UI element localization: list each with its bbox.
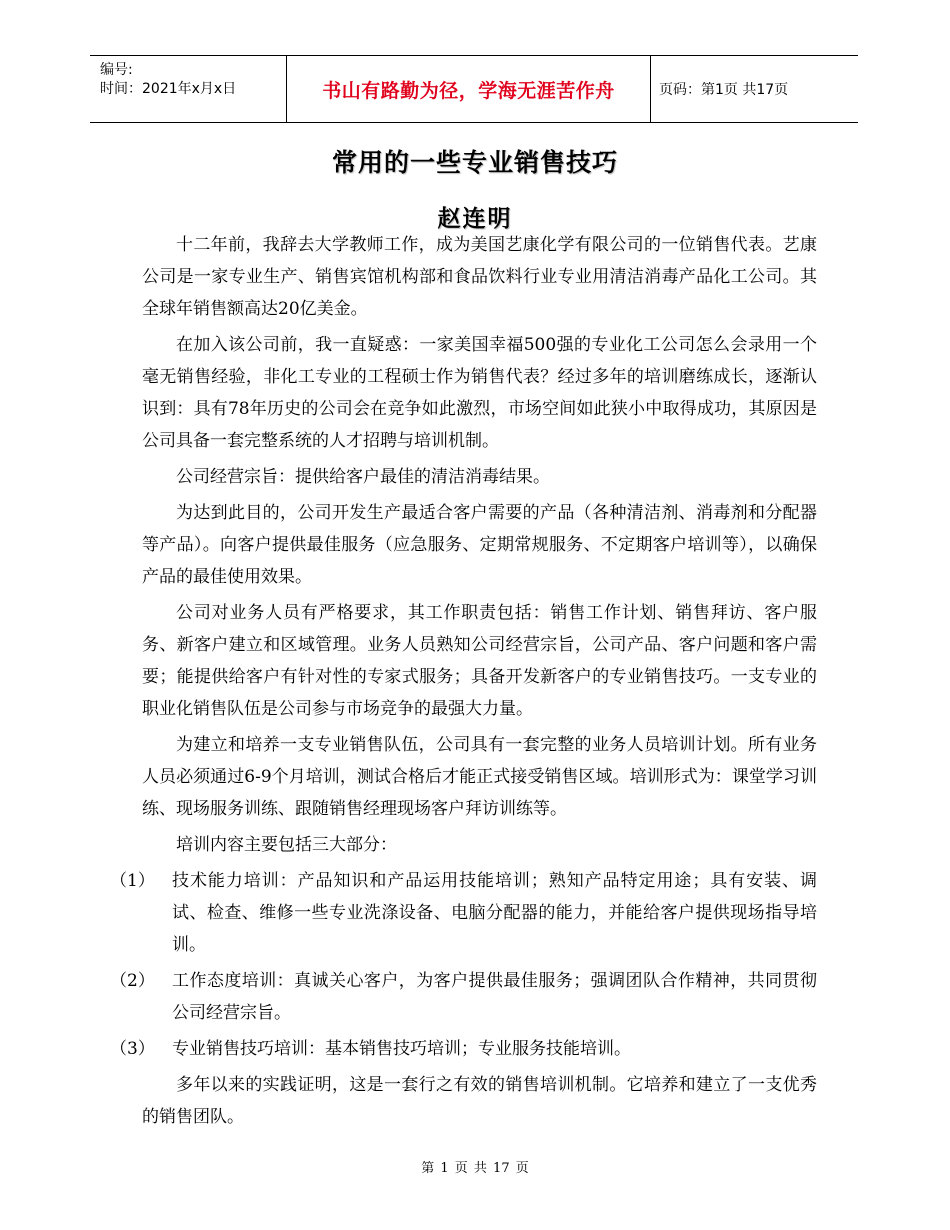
header-motto-cell [287, 56, 651, 122]
paragraph: 为建立和培养一支专业销售队伍，公司具有一套完整的业务人员培训计划。所有业务人员必须通过6-9个月培训，测试合格后才能正式接受销售区域。培训形式为：课堂学习训练、现场服务训练、跟随销售经理现场客户拜访训练等。 [142, 735, 817, 819]
list-item-number: （2） [110, 971, 155, 991]
document-author: 赵连明 [437, 205, 513, 232]
paragraph: 公司经营宗旨：提供给客户最佳的清洁消毒结果。 [176, 467, 550, 487]
document-title: 常用的一些专业销售技巧 [331, 148, 618, 177]
header-left-cell [90, 56, 287, 122]
list-item-text: 技术能力培训：产品知识和产品运用技能培训；熟知产品特定用途；具有安装、调试、检查、维修一些专业洗涤设备、电脑分配器的能力，并能给客户提供现场指导培训。 [172, 871, 817, 955]
list-item-number: （3） [110, 1039, 155, 1059]
paragraph: 为达到此目的，公司开发生产最适合客户需要的产品（各种清洁剂、消毒剂和分配器等产品）。向客户提供最佳服务（应急服务、定期常规服务、不定期客户培训等），以确保产品的最佳使用效果。 [142, 503, 817, 587]
header-table [90, 55, 858, 123]
closing-paragraph: 多年以来的实践证明，这是一套行之有效的销售培训机制。它培养和建立了一支优秀的销售团队。 [142, 1075, 817, 1127]
header-page-cell [651, 56, 858, 122]
list-item [110, 965, 817, 1029]
paragraph: 公司对业务人员有严格要求，其工作职责包括：销售工作计划、销售拜访、客户服务、新客户建立和区域管理。业务人员熟知公司经营宗旨，公司产品、客户问题和客户需要；能提供给客户有针对性的专家式服务；具备开发新客户的专业销售技巧。一支专业的职业化销售队伍是公司参与市场竞争的最强大力量。 [142, 603, 817, 719]
list-item-number: （1） [110, 871, 155, 891]
list-item [110, 865, 817, 961]
document-body [110, 229, 817, 1137]
paragraph: 十二年前，我辞去大学教师工作，成为美国艺康化学有限公司的一位销售代表。艺康公司是一家专业生产、销售宾馆机构部和食品饮料行业专业用清洁消毒产品化工公司。其全球年销售额高达20亿美金。 [142, 235, 817, 319]
list-item-text: 专业销售技巧培训：基本销售技巧培训；专业服务技能培训。 [172, 1039, 631, 1059]
list-item-text: 工作态度培训：真诚关心客户，为客户提供最佳服务；强调团队合作精神，共同贯彻公司经营宗旨。 [172, 971, 817, 1023]
document-number-label: 编号: [100, 62, 133, 78]
list-item [110, 1033, 817, 1065]
document-time-label: 时间：2021年x月x日 [100, 81, 237, 97]
header-motto: 书山有路勤为径，学海无涯苦作舟 [322, 79, 615, 102]
header-page-info: 页码：第1页 共17页 [659, 82, 789, 98]
page-footer: 第 1 页 共 17 页 [421, 1161, 529, 1176]
paragraph: 在加入该公司前，我一直疑惑：一家美国幸福500强的专业化工公司怎么会录用一个毫无销售经验，非化工专业的工程硕士作为销售代表？经过多年的培训磨练成长，逐渐认识到：具有78年历史的公司会在竞争如此激烈，市场空间如此狭小中取得成功，其原因是公司具备一套完整系统的人才招聘与培训机制。 [142, 335, 817, 451]
paragraph: 培训内容主要包括三大部分： [176, 835, 397, 855]
